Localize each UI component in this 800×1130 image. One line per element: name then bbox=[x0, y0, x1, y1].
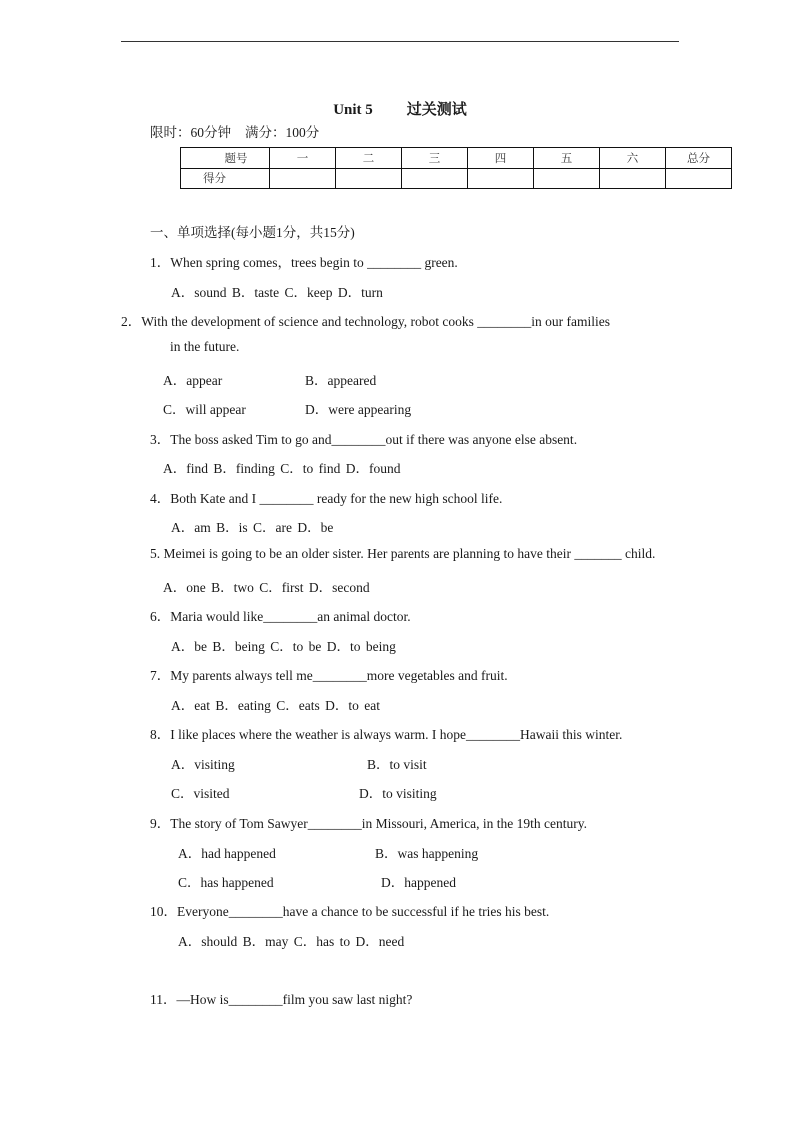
option-b: B．was happening bbox=[375, 846, 479, 861]
score-cell[interactable] bbox=[270, 168, 336, 189]
score-cell[interactable] bbox=[666, 168, 732, 189]
question-stem: 2．With the development of science and technology, robot cooks ________in our families bbox=[121, 314, 610, 329]
score-table-header-cell: 题号 bbox=[181, 148, 270, 169]
score-table-header-cell: 五 bbox=[534, 148, 600, 169]
test-title: 过关测试 bbox=[406, 102, 467, 118]
question-stem: 11．—How is________film you saw last night? bbox=[150, 992, 413, 1007]
score-table-header-cell: 二 bbox=[336, 148, 402, 169]
score-cell[interactable] bbox=[336, 168, 402, 189]
question-options: A．eat B．eating C．eats D．to eat bbox=[171, 698, 380, 713]
option-a: A．had happened bbox=[178, 846, 276, 861]
score-table-header-cell: 六 bbox=[600, 148, 666, 169]
exam-meta bbox=[150, 121, 319, 141]
full-score: 满分：100分 bbox=[245, 125, 320, 140]
question-options: A．should B．may C．has to D．need bbox=[178, 934, 405, 949]
option-c: C．will appear bbox=[163, 402, 246, 417]
score-table-header-cell: 一 bbox=[270, 148, 336, 169]
option-d: D．happened bbox=[381, 875, 456, 890]
question-stem: 10．Everyone________have a chance to be successful if he tries his best. bbox=[150, 904, 550, 919]
question-options: A．find B．finding C．to find D．found bbox=[163, 461, 401, 476]
score-cell[interactable] bbox=[402, 168, 468, 189]
time-limit: 限时：60分钟 bbox=[150, 125, 231, 140]
score-table-score-row bbox=[181, 168, 732, 189]
page-title bbox=[0, 98, 800, 119]
score-table-header-cell: 总分 bbox=[666, 148, 732, 169]
question-stem: 8．I like places where the weather is always warm. I hope________Hawaii this winter. bbox=[150, 727, 623, 742]
question-options: A．am B．is C．are D．be bbox=[171, 520, 334, 535]
question-stem: 4．Both Kate and I ________ ready for the new high school life. bbox=[150, 491, 503, 506]
score-table-header-cell: 四 bbox=[468, 148, 534, 169]
question-options: A．be B．being C．to be D．to being bbox=[171, 639, 396, 654]
top-rule bbox=[121, 41, 679, 42]
option-d: D．were appearing bbox=[305, 402, 412, 417]
score-cell[interactable] bbox=[468, 168, 534, 189]
unit-label: Unit 5 bbox=[333, 102, 373, 118]
option-c: C．has happened bbox=[178, 875, 274, 890]
question-options: A．one B．two C．first D．second bbox=[163, 580, 370, 595]
score-table-header-row bbox=[181, 148, 732, 169]
question-stem: 5. Meimei is going to be an older sister. Her parents are planning to have their _______ child. bbox=[150, 546, 656, 561]
question-stem: 7．My parents always tell me________more vegetables and fruit. bbox=[150, 668, 508, 683]
question-options: A．sound B．taste C．keep D．turn bbox=[171, 285, 383, 300]
score-table-header-cell: 三 bbox=[402, 148, 468, 169]
score-row-label: 得分 bbox=[181, 168, 270, 189]
option-b: B．to visit bbox=[367, 757, 427, 772]
section-heading: 一、单项选择(每小题1分，共15分) bbox=[150, 225, 355, 240]
question-stem: 1．When spring comes，trees begin to ________ green. bbox=[150, 255, 458, 270]
question-stem-continued: in the future. bbox=[170, 339, 240, 354]
question-stem: 6．Maria would like________an animal doctor. bbox=[150, 609, 411, 624]
option-a: A．appear bbox=[163, 373, 223, 388]
score-table bbox=[180, 147, 732, 189]
option-b: B．appeared bbox=[305, 373, 377, 388]
question-stem: 9．The story of Tom Sawyer________in Missouri, America, in the 19th century. bbox=[150, 816, 587, 831]
question-stem: 3．The boss asked Tim to go and________out if there was anyone else absent. bbox=[150, 432, 578, 447]
score-cell[interactable] bbox=[534, 168, 600, 189]
option-d: D．to visiting bbox=[359, 786, 437, 801]
option-c: C．visited bbox=[171, 786, 230, 801]
option-a: A．visiting bbox=[171, 757, 235, 772]
score-cell[interactable] bbox=[600, 168, 666, 189]
